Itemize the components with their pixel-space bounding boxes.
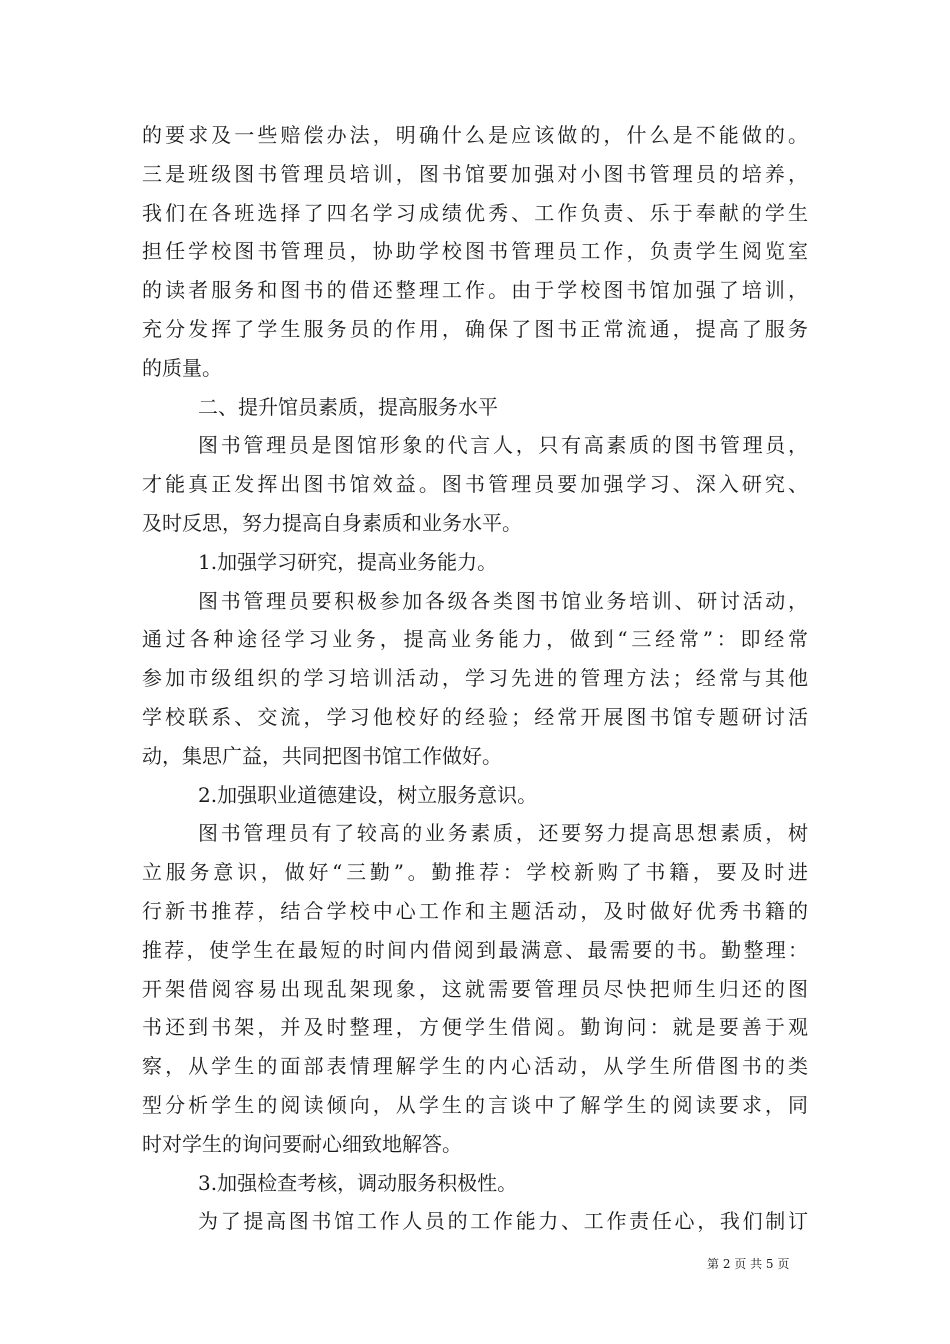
text-line: 学校联系、交流，学习他校好的经验；经常开展图书馆专题研讨活 xyxy=(142,704,808,729)
text-line: 为了提高图书馆工作人员的工作能力、工作责任心，我们制订 xyxy=(198,1209,808,1234)
text-line: 担任学校图书管理员，协助学校图书管理员工作，负责学生阅览室 xyxy=(142,239,808,264)
text-line: 2.加强职业道德建设，树立服务意识。 xyxy=(198,782,538,807)
text-line: 二、提升馆员素质，提高服务水平 xyxy=(198,394,498,419)
text-line: 1.加强学习研究，提高业务能力。 xyxy=(198,549,498,574)
text-line: 开架借阅容易出现乱架现象，这就需要管理员尽快把师生归还的图 xyxy=(142,976,808,1001)
text-line: 及时反思，努力提高自身素质和业务水平。 xyxy=(142,510,522,535)
page-number: 第 2 页 共 5 页 xyxy=(707,1257,790,1271)
text-line: 的要求及一些赔偿办法，明确什么是应该做的，什么是不能做的。 xyxy=(142,123,808,147)
text-line: 行新书推荐，结合学校中心工作和主题活动，及时做好优秀书籍的 xyxy=(142,898,808,923)
text-line: 图书管理员要积极参加各级各类图书馆业务培训、研讨活动， xyxy=(198,588,808,613)
text-line: 才能真正发挥出图书馆效益。图书管理员要加强学习、深入研究、 xyxy=(142,472,808,497)
text-line: 书还到书架，并及时整理，方便学生借阅。勤询问：就是要善于观 xyxy=(142,1015,808,1040)
text-line: 3.加强检查考核，调动服务积极性。 xyxy=(198,1170,518,1195)
text-line: 立服务意识，做好“三勤”。勤推荐：学校新购了书籍，要及时进 xyxy=(142,860,808,885)
text-line: 通过各种途径学习业务，提高业务能力，做到“三经常”：即经常 xyxy=(142,627,808,652)
text-line: 图书管理员是图馆形象的代言人，只有高素质的图书管理员， xyxy=(198,433,808,458)
text-line: 充分发挥了学生服务员的作用，确保了图书正常流通，提高了服务 xyxy=(142,316,808,341)
text-line: 的读者服务和图书的借还整理工作。由于学校图书馆加强了培训， xyxy=(142,278,808,303)
text-line: 三是班级图书管理员培训，图书馆要加强对小图书管理员的培养， xyxy=(142,161,808,186)
body-text xyxy=(142,116,808,1241)
text-line: 图书管理员有了较高的业务素质，还要努力提高思想素质，树 xyxy=(198,821,808,846)
text-line: 察，从学生的面部表情理解学生的内心活动，从学生所借图书的类 xyxy=(142,1054,808,1079)
text-line: 动，集思广益，共同把图书馆工作做好。 xyxy=(142,743,502,768)
text-line: 型分析学生的阅读倾向，从学生的言谈中了解学生的阅读要求，同 xyxy=(142,1092,808,1117)
text-line: 的质量。 xyxy=(142,355,222,380)
text-line: 时对学生的询问要耐心细致地解答。 xyxy=(142,1131,462,1156)
text-line: 推荐，使学生在最短的时间内借阅到最满意、最需要的书。勤整理： xyxy=(142,937,808,962)
text-line: 我们在各班选择了四名学习成绩优秀、工作负责、乐于奉献的学生 xyxy=(142,200,808,225)
text-line: 参加市级组织的学习培训活动，学习先进的管理方法；经常与其他 xyxy=(142,666,808,691)
